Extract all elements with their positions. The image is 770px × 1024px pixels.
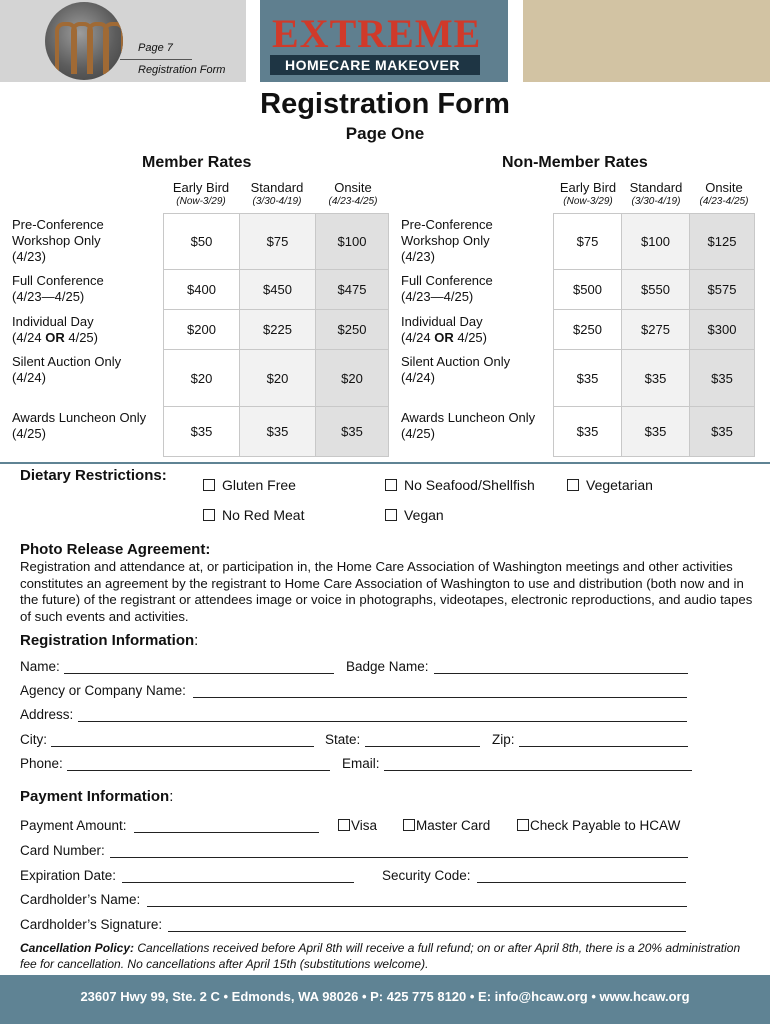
price-cell: $75 [240,214,316,270]
checkbox-label: Gluten Free [222,477,296,493]
member-row-label: Pre-Conference Workshop Only (4/23) [12,217,104,264]
price-cell: $75 [554,214,622,270]
member-row-label: Silent Auction Only (4/24) [12,354,122,385]
name-label: Name: [20,659,60,674]
price-cell: $250 [554,310,622,350]
logo-extreme-text: EXTREME [272,11,482,56]
checkbox-label: Master Card [416,818,491,833]
cardholder-signature-field[interactable] [168,919,686,932]
table-row [164,214,389,270]
cardholder-name-field[interactable] [147,894,687,907]
vegan-checkbox[interactable] [385,507,444,523]
photo-release-text: Registration and attendance at, or participation in, the Home Care Association of Washington meetings and other activities constitutes an agreement by the registrant to Home Care Association of Washington to use and distribution (both now and in the future) of the registrant or attendees image or voice in photographs, videotapes, electronic reproductions, and audio tapes of such events and activities. [20,559,753,624]
checkbox-icon [385,509,397,521]
table-row [164,310,389,350]
checkbox-icon [567,479,579,491]
checkbox-label: Visa [351,818,378,833]
checkbox-icon [203,509,215,521]
nonmember-rates-title: Non-Member Rates [502,154,648,171]
city-field[interactable] [51,734,314,747]
checkbox-icon [517,819,529,831]
city-label: City: [20,732,47,747]
header-right-panel [523,0,770,82]
member-row-label: Individual Day (4/24 OR 4/25) [12,314,98,345]
expiration-field[interactable] [122,870,354,883]
no-seafood-checkbox[interactable] [385,477,535,493]
page-title: Registration Form [260,88,510,120]
nonmember-date-early: (Now-3/29) [563,196,613,207]
member-date-early: (Now-3/29) [176,196,226,207]
nonmember-date-onsite: (4/23-4/25) [699,196,749,207]
expiration-label: Expiration Date: [20,868,117,883]
payment-amount-field[interactable] [134,820,319,833]
price-cell: $225 [240,310,316,350]
price-cell: $100 [622,214,690,270]
member-rates-title: Member Rates [142,154,252,171]
header-page-number: Page 7 [138,42,173,54]
price-cell: $200 [164,310,240,350]
price-cell: $550 [622,270,690,310]
zip-label: Zip: [492,732,515,747]
zip-field[interactable] [519,734,688,747]
section-divider [0,462,770,464]
logo-subtitle: HOMECARE MAKEOVER [285,57,460,73]
price-cell: $400 [164,270,240,310]
price-cell: $35 [622,407,690,457]
price-cell: $100 [316,214,389,270]
mastercard-checkbox[interactable] [403,818,490,833]
address-label: Address: [20,707,74,722]
photo-release-title: Photo Release Agreement: [20,541,211,558]
nonmember-row-label: Full Conference (4/23—4/25) [401,273,493,304]
price-cell: $20 [240,350,316,407]
price-cell: $300 [690,310,755,350]
price-cell: $275 [622,310,690,350]
no-red-meat-checkbox[interactable] [203,507,304,523]
nonmember-rates-table [553,213,755,457]
check-checkbox[interactable] [517,818,680,833]
checkbox-icon [203,479,215,491]
umbrella-photo [45,2,123,80]
member-col-standard: Standard [250,180,304,195]
price-cell: $450 [240,270,316,310]
price-cell: $35 [690,350,755,407]
cardholder-name-label: Cardholder’s Name: [20,892,141,907]
price-cell: $250 [316,310,389,350]
checkbox-icon [385,479,397,491]
badge-name-field[interactable] [434,661,688,674]
member-col-onsite: Onsite [334,180,372,195]
phone-field[interactable] [67,758,330,771]
gluten-free-checkbox[interactable] [203,477,296,493]
member-row-label: Awards Luncheon Only (4/25) [12,410,147,441]
registration-title: Registration Information: [20,632,199,649]
card-number-label: Card Number: [20,843,105,858]
price-cell: $35 [554,350,622,407]
table-row [554,407,755,457]
price-cell: $35 [164,407,240,457]
visa-checkbox[interactable] [338,818,377,833]
header-divider [120,59,192,60]
checkbox-label: Check Payable to HCAW [530,818,681,833]
price-cell: $20 [316,350,389,407]
price-cell: $20 [164,350,240,407]
table-row [164,407,389,457]
nonmember-col-early: Early Bird [559,180,617,195]
nonmember-col-onsite: Onsite [705,180,743,195]
nonmember-date-standard: (3/30-4/19) [631,196,681,207]
price-cell: $35 [622,350,690,407]
state-field[interactable] [365,734,480,747]
price-cell: $575 [690,270,755,310]
member-rates-table [163,213,389,457]
security-code-field[interactable] [477,870,686,883]
nonmember-row-label: Silent Auction Only (4/24) [401,354,511,385]
phone-label: Phone: [20,756,63,771]
price-cell: $50 [164,214,240,270]
nonmember-row-label: Awards Luncheon Only (4/25) [401,410,536,441]
table-row [554,350,755,407]
umbrella-handle [103,22,123,74]
nonmember-col-standard: Standard [629,180,683,195]
cancellation-policy: Cancellation Policy: Cancellations received before April 8th will receive a full refund; on or after April 8th, there is a 20% administration fee for cancellation. No cancellations after April 15th (substitutions welcome). [20,941,741,971]
dietary-title: Dietary Restrictions: [20,467,167,484]
checkbox-label: Vegan [404,507,444,523]
agency-field[interactable] [193,685,687,698]
price-cell: $35 [554,407,622,457]
table-row [164,270,389,310]
price-cell: $500 [554,270,622,310]
checkbox-label: No Red Meat [222,507,305,523]
agency-label: Agency or Company Name: [20,683,186,698]
card-number-field[interactable] [110,845,688,858]
price-cell: $35 [690,407,755,457]
member-date-standard: (3/30-4/19) [252,196,302,207]
badge-name-label: Badge Name: [346,659,429,674]
header-form-label: Registration Form [138,64,226,76]
nonmember-row-label: Individual Day (4/24 OR 4/25) [401,314,487,345]
email-label: Email: [342,756,380,771]
checkbox-icon [403,819,415,831]
price-cell: $35 [316,407,389,457]
price-cell: $35 [240,407,316,457]
table-row [554,214,755,270]
member-col-early: Early Bird [172,180,230,195]
state-label: State: [325,732,361,747]
checkbox-label: Vegetarian [586,477,653,493]
table-row [554,270,755,310]
member-date-onsite: (4/23-4/25) [328,196,378,207]
nonmember-row-label: Pre-Conference Workshop Only (4/23) [401,217,493,264]
price-cell: $475 [316,270,389,310]
vegetarian-checkbox[interactable] [567,477,653,493]
checkbox-icon [338,819,350,831]
checkbox-label: No Seafood/Shellfish [404,477,535,493]
member-row-label: Full Conference (4/23—4/25) [12,273,104,304]
table-row [164,350,389,407]
address-field[interactable] [78,709,687,722]
page-subtitle: Page One [345,124,425,143]
security-code-label: Security Code: [382,868,471,883]
table-row [554,310,755,350]
footer-contact: 23607 Hwy 99, Ste. 2 C • Edmonds, WA 98026 • P: 425 775 8120 • E: info@hcaw.org • www.hcaw.org [0,975,770,1024]
name-field[interactable] [64,661,334,674]
email-field[interactable] [384,758,692,771]
payment-title: Payment Information: [20,788,174,805]
price-cell: $125 [690,214,755,270]
payment-amount-label: Payment Amount: [20,818,127,833]
cardholder-signature-label: Cardholder’s Signature: [20,917,163,932]
